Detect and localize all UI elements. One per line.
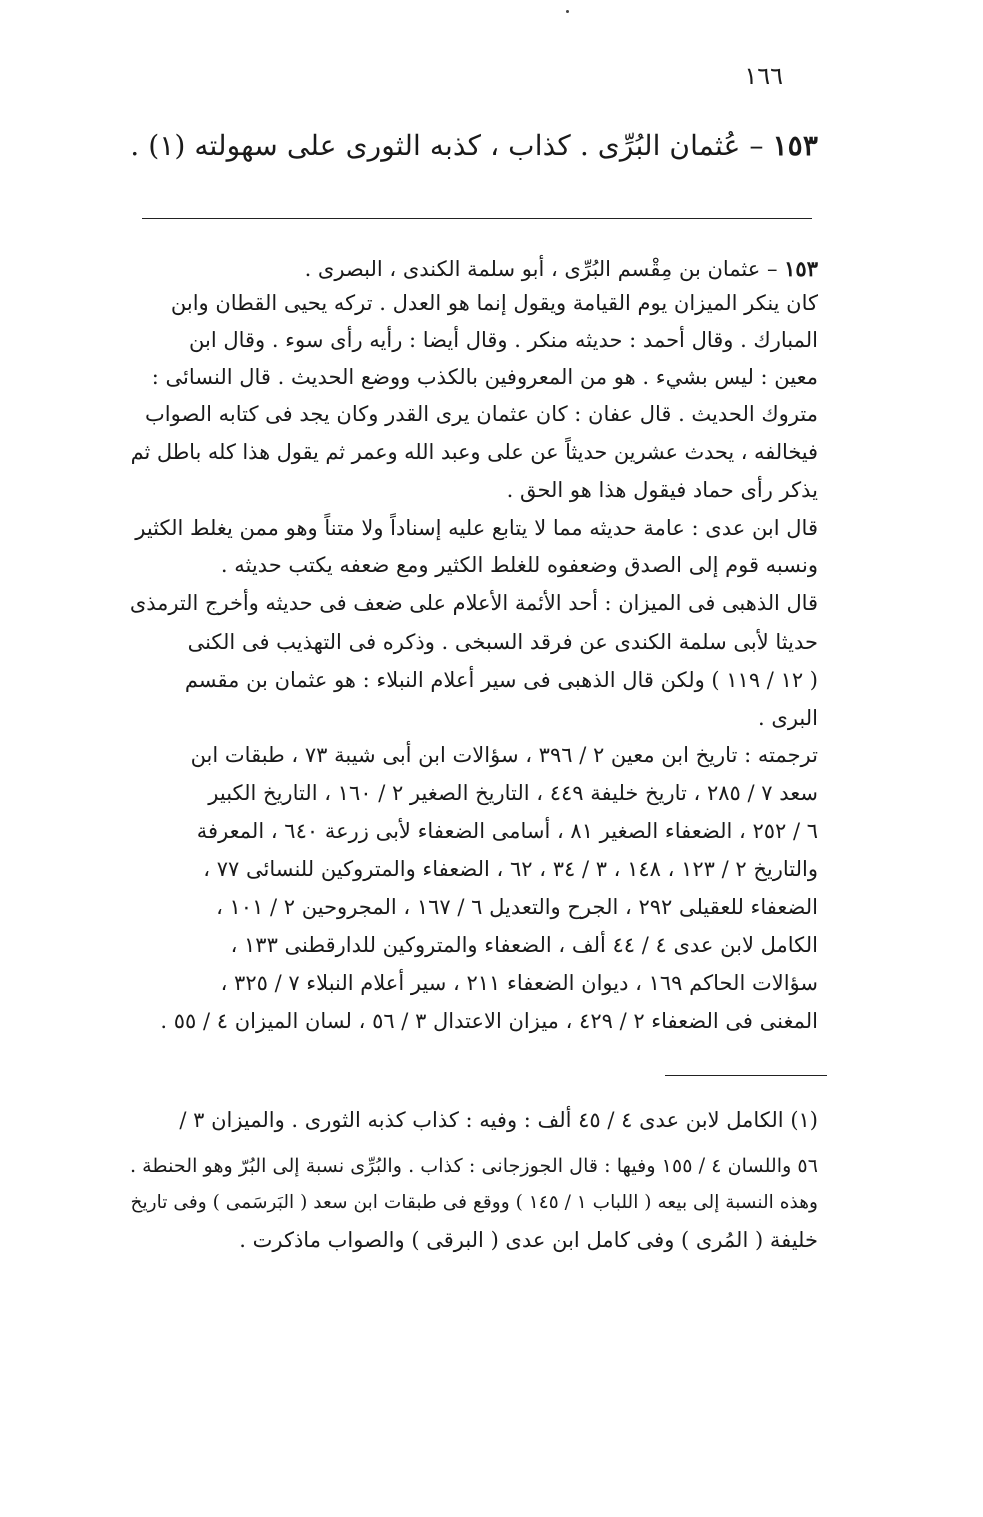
heading-text: – عُثمان البُرِّى . كذاب ، كذبه الثورى على سهولته (١) . bbox=[130, 129, 764, 162]
entry-heading bbox=[130, 128, 818, 162]
entry-line: الكامل لابن عدى ٤ / ٤٤ ألف ، الضعفاء والمتروكين للدارقطنى ١٣٣ ، bbox=[230, 933, 818, 957]
entry-first-line bbox=[305, 258, 818, 280]
page-number: ١٦٦ bbox=[744, 62, 783, 90]
entry-line: ٦ / ٢٥٢ ، الضعفاء الصغير ٨١ ، أسامى الضعفاء لأبى زرعة ٦٤٠ ، المعرفة bbox=[196, 819, 818, 843]
entry-line: البرى . bbox=[758, 706, 818, 730]
footnote-divider bbox=[665, 1075, 827, 1076]
entry-line: يذكر رأى حماد فيقول هذا هو الحق . bbox=[506, 478, 818, 502]
entry-line: سعد ٧ / ٢٨٥ ، تاريخ خليفة ٤٤٩ ، التاريخ الصغير ٢ / ١٦٠ ، التاريخ الكبير bbox=[208, 781, 818, 805]
entry-line: فيخالفه ، يحدث عشرين حديثاً عن على وعبد الله وعمر ثم يقول هذا كله باطل ثم bbox=[130, 440, 818, 464]
scan-speck bbox=[566, 10, 569, 13]
entry-line: المبارك . وقال أحمد : حديثه منكر . وقال أيضا : رأيه رأى سوء . وقال ابن bbox=[188, 328, 818, 352]
entry-line: ونسبه قوم إلى الصدق وضعفوه للغلط الكثير ومع ضعفه يكتب حديثه . bbox=[220, 553, 818, 577]
entry-line: سؤالات الحاكم ١٦٩ ، ديوان الضعفاء ٢١١ ، سير أعلام النبلاء ٧ / ٣٢٥ ، bbox=[220, 971, 818, 995]
footnote-line: (١) الكامل لابن عدى ٤ / ٤٥ ألف : وفيه : كذاب كذبه الثورى . والميزان ٣ / bbox=[179, 1108, 818, 1132]
entry-line: والتاريخ ٢ / ١٢٣ ، ١٤٨ ، ٣ / ٣٤ ، ٦٢ ، الضعفاء والمتروكين للنسائى ٧٧ ، bbox=[203, 857, 818, 881]
heading-divider bbox=[142, 218, 812, 219]
entry-line: متروك الحديث . قال عفان : كان عثمان يرى القدر وكان يجد فى كتابه الصواب bbox=[145, 402, 818, 426]
entry-line: المغنى فى الضعفاء ٢ / ٤٢٩ ، ميزان الاعتدال ٣ / ٥٦ ، لسان الميزان ٤ / ٥٥ . bbox=[160, 1009, 818, 1033]
entry-line: الضعفاء للعقيلى ٢٩٢ ، الجرح والتعديل ٦ / ١٦٧ ، المجروحين ٢ / ١٠١ ، bbox=[216, 895, 818, 919]
entry-line: قال ابن عدى : عامة حديثه مما لا يتابع عليه إسناداً ولا متناً وهو ممن يغلط الكثير bbox=[135, 516, 818, 540]
entry-line: ( ١٢ / ١١٩ ) ولكن قال الذهبى فى سير أعلام النبلاء : هو عثمان بن مقسم bbox=[184, 668, 818, 692]
entry-number: ١٥٣ bbox=[784, 256, 818, 281]
entry-line: قال الذهبى فى الميزان : أحد الأئمة الأعلام على ضعف فى حديثه وأخرج الترمذى bbox=[129, 591, 818, 615]
heading-entry-number: ١٥٣ bbox=[772, 128, 818, 162]
entry-line: معين : ليس بشيء . هو من المعروفين بالكذب ووضع الحديث . قال النسائى : bbox=[151, 365, 818, 389]
entry-line: ترجمته : تاريخ ابن معين ٢ / ٣٩٦ ، سؤالات ابن أبى شيبة ٧٣ ، طبقات ابن bbox=[190, 743, 818, 767]
entry-line: كان ينكر الميزان يوم القيامة ويقول إنما هو العدل . تركه يحيى القطان وابن bbox=[170, 291, 818, 315]
footnote-line: وهذه النسبة إلى بيعه ( اللباب ١ / ١٤٥ ) ووقع فى طبقات ابن سعد ( البَرسَمى ) وفى تاريخ bbox=[130, 1192, 818, 1213]
footnote-line: ٥٦ واللسان ٤ / ١٥٥ وفيها : قال الجوزجانى : كذاب . والبُرِّى نسبة إلى البُرّ وهو الحنطة . bbox=[129, 1154, 818, 1177]
entry-line: حديثا لأبى سلمة الكندى عن فرقد السبخى . وذكره فى التهذيب فى الكنى bbox=[187, 630, 818, 654]
entry-name-line: – عثمان بن مِقْسم البُرِّى ، أبو سلمة الكندى ، البصرى . bbox=[304, 257, 778, 281]
footnote-line: خليفة ( المُرى ) وفى كامل ابن عدى ( البرقى ) والصواب ماذكرت . bbox=[239, 1228, 818, 1252]
